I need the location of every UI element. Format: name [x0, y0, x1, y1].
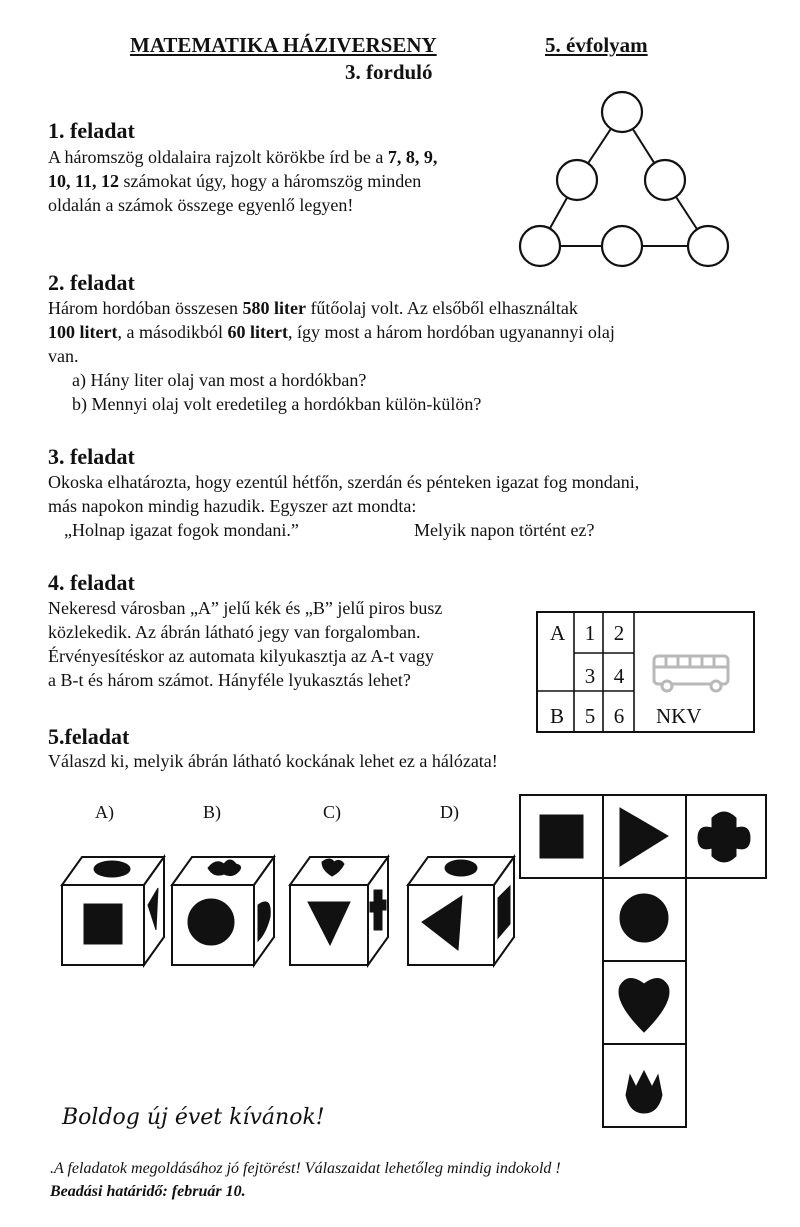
ticket-letter-b: B [550, 704, 565, 728]
task4-line2: közlekedik. Az ábrán látható jegy van forgalomban. [48, 622, 421, 642]
task2-line2: 100 litert, a másodikból 60 litert, így most a három hordóban ugyanannyi olaj [48, 322, 615, 342]
net-circle-icon [620, 894, 668, 942]
footer-note: .A feladatok megoldásához jó fejtörést! Válaszaidat lehetőleg mindig indokold ! [50, 1160, 561, 1177]
cube-c-side-cross [370, 890, 386, 930]
cube-label-a: A) [95, 802, 114, 822]
net-cross-icon [698, 812, 750, 862]
cube-a-top-circle [94, 861, 130, 877]
task4-line4: a B-t és három számot. Hányféle lyukasztás lehet? [48, 670, 411, 690]
ticket-number-1: 1 [584, 621, 596, 645]
task5-heading: 5.feladat [48, 724, 130, 749]
round-label: 3. forduló [345, 60, 433, 84]
cube-net [520, 795, 766, 1127]
cube-c-top-heart [322, 859, 344, 876]
cube-label-b: B) [203, 802, 221, 822]
deadline-text: Beadási határidő: február 10. [50, 1183, 246, 1200]
greeting-text: Boldog új évet kívánok! [62, 1105, 325, 1130]
net-heart-icon [619, 978, 669, 1032]
task1-heading: 1. feladat [48, 118, 135, 143]
ticket-number-6: 6 [613, 704, 625, 728]
task4-heading: 4. feladat [48, 570, 135, 595]
cube-b-side-heart [258, 902, 270, 941]
document-title: MATEMATIKA HÁZIVERSENY [130, 33, 437, 57]
triangle-circle-bottom-mid [602, 226, 642, 266]
cube-d-side-square [498, 886, 510, 938]
net-square-icon [540, 815, 583, 858]
cube-label-c: C) [323, 802, 341, 822]
cube-c-front-triangle [308, 902, 350, 945]
triangle-circle-left-mid [557, 160, 597, 200]
task1-line1: A háromszög oldalaira rajzolt körökbe írd be a 7, 8, 9, [48, 147, 438, 167]
triangle-circle-bottom-right [688, 226, 728, 266]
task2-line3: van. [48, 346, 79, 366]
ticket-number-4: 4 [613, 664, 625, 688]
cube-d-front-triangle [422, 896, 462, 950]
task3-quote: „Holnap igazat fogok mondani.” [64, 520, 299, 540]
bus-icon [654, 656, 728, 691]
ticket-number-3: 3 [584, 664, 596, 688]
cube-d [408, 857, 514, 965]
net-tulip-icon [626, 1071, 662, 1113]
cube-a-front-square [84, 904, 122, 944]
task3-question: Melyik napon történt ez? [414, 520, 595, 540]
ticket-letter-a: A [550, 621, 566, 645]
task2-line1: Három hordóban összesen 580 liter fűtőolaj volt. Az elsőből elhasználtak [48, 298, 578, 318]
cube-a-side-triangle [148, 888, 158, 930]
cube-c [290, 857, 388, 965]
bus-ticket [536, 611, 755, 733]
ticket-number-5: 5 [584, 704, 596, 728]
triangle-circle-right-mid [645, 160, 685, 200]
task3-line1: Okoska elhatározta, hogy ezentúl hétfőn, szerdán és pénteken igazat fog mondani, [48, 472, 640, 492]
triangle-circle-bottom-left [520, 226, 560, 266]
task4-line1: Nekeresd városban „A” jelű kék és „B” jelű piros busz [48, 598, 443, 618]
ticket-number-2: 2 [613, 621, 625, 645]
cube-b [172, 857, 274, 965]
task2-heading: 2. feladat [48, 270, 135, 295]
cube-b-top-cross [208, 860, 241, 876]
cube-label-d: D) [440, 802, 459, 822]
task3-heading: 3. feladat [48, 444, 135, 469]
cube-d-top-circle [445, 860, 477, 876]
task2-question-a: a) Hány liter olaj van most a hordókban? [72, 370, 367, 390]
task1-line2: 10, 11, 12 számokat úgy, hogy a háromszög minden [48, 171, 422, 191]
grade-label: 5. évfolyam [545, 33, 648, 57]
task2-question-b: b) Mennyi olaj volt eredetileg a hordókban külön-külön? [72, 394, 482, 414]
task4-line3: Érvényesítéskor az automata kilyukasztja az A-t vagy [48, 646, 434, 666]
cube-a [62, 857, 164, 965]
net-triangle-icon [620, 808, 668, 866]
cube-b-front-circle [188, 899, 234, 945]
task3-line2: más napokon mindig hazudik. Egyszer azt mondta: [48, 496, 417, 516]
ticket-label-nkv: NKV [656, 704, 702, 728]
task1-line3: oldalán a számok összege egyenlő legyen! [48, 195, 354, 215]
task5-line1: Válaszd ki, melyik ábrán látható kockának lehet ez a hálózata! [48, 751, 498, 771]
triangle-circle-top [602, 92, 642, 132]
